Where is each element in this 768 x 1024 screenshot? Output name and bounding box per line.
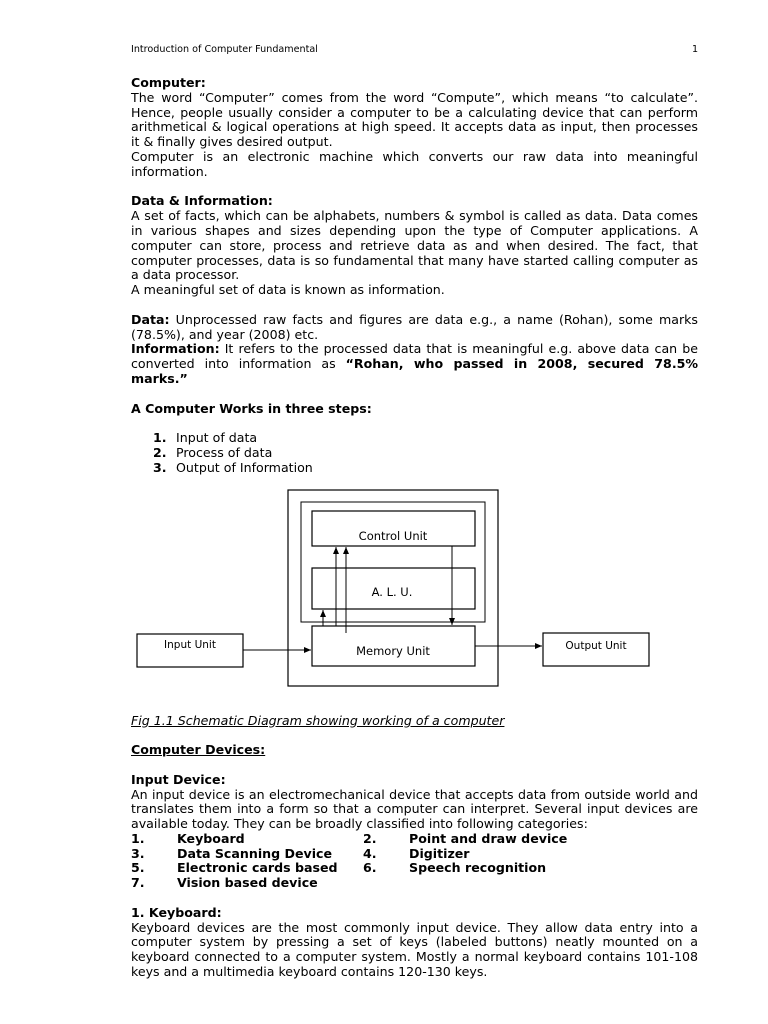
category-label: Speech recognition bbox=[409, 860, 547, 876]
table-row bbox=[131, 876, 567, 891]
memory-unit-label: Memory Unit bbox=[356, 643, 430, 658]
input-device-heading: Input Device: bbox=[131, 771, 226, 787]
keyboard-para: Keyboard devices are the most commonly input device. They allow data entry into a computer system by pressing a set of keys (labeled buttons) neatly mounted on a keyboard connected to a computer system. Mostly a normal keyboard contains 101-108 keys and a multimedia keyboard contains 120-130 keys. bbox=[131, 919, 698, 980]
list-item-number: 3. bbox=[153, 459, 167, 475]
category-label: Data Scanning Device bbox=[177, 845, 333, 861]
information-label: Information: bbox=[131, 341, 220, 357]
figure-caption: Fig 1.1 Schematic Diagram showing working of a computer bbox=[131, 712, 505, 728]
keyboard-heading: 1. Keyboard: bbox=[131, 904, 222, 920]
page-number: 1 bbox=[692, 44, 699, 55]
data-label: Data: bbox=[131, 311, 170, 327]
schematic-diagram bbox=[131, 484, 698, 714]
information-quote: “Rohan, who passed in 2008, secured 78.5% marks.” bbox=[131, 356, 698, 386]
category-number: 7. bbox=[131, 875, 145, 891]
data-info-para-2: A meaningful set of data is known as information. bbox=[131, 282, 445, 298]
list-item-label: Process of data bbox=[176, 444, 273, 460]
data-info-heading: Data & Information: bbox=[131, 193, 273, 209]
data-text: Unprocessed raw facts and figures are data e.g., a name (Rohan), some marks (78.5%), and year (2008) etc. bbox=[131, 311, 698, 342]
category-number: 6. bbox=[363, 860, 377, 876]
output-unit-label: Output Unit bbox=[565, 639, 627, 652]
input-unit-label: Input Unit bbox=[164, 638, 216, 651]
list-item bbox=[131, 431, 698, 446]
running-header-title: Introduction of Computer Fundamental bbox=[131, 44, 318, 55]
category-label: Electronic cards based bbox=[177, 860, 338, 876]
category-label: Keyboard bbox=[177, 830, 245, 846]
list-item-number: 1. bbox=[153, 430, 167, 446]
list-item-label: Output of Information bbox=[176, 459, 313, 475]
control-unit-label: Control Unit bbox=[358, 528, 428, 543]
list-item-label: Input of data bbox=[176, 430, 258, 446]
list-item bbox=[131, 461, 698, 476]
list-item-number: 2. bbox=[153, 444, 167, 460]
category-label: Vision based device bbox=[177, 875, 318, 891]
table-row bbox=[131, 847, 567, 862]
devices-heading: Computer Devices: bbox=[131, 742, 266, 758]
steps-heading: A Computer Works in three steps: bbox=[131, 400, 372, 416]
input-device-para: An input device is an electromechanical device that accepts data from outside world and translates them into a form so that a computer can interpret. Several input devices are available today. They can be broadly classified into following categories: bbox=[131, 786, 698, 832]
table-row bbox=[131, 832, 567, 847]
table-row bbox=[131, 861, 567, 876]
alu-label: A. L. U. bbox=[371, 584, 413, 599]
document-body bbox=[131, 76, 698, 980]
steps-list bbox=[131, 431, 698, 475]
computer-para-1: The word “Computer” comes from the word “Compute”, which means “to calculate”. Hence, people usually consider a computer to be a calculating device that can perform arithmetical & logical operations at high speed. It accepts data as input, then processes it & finally gives desired output. bbox=[131, 89, 698, 150]
information-text: It refers to the processed data that is meaningful e.g. above data can be converted into information as bbox=[131, 341, 698, 372]
category-number: 3. bbox=[131, 845, 145, 861]
category-label bbox=[409, 876, 567, 891]
category-label: Digitizer bbox=[409, 845, 470, 861]
computer-para-2: Computer is an electronic machine which converts our raw data into meaningful information. bbox=[131, 148, 698, 179]
category-number: 5. bbox=[131, 860, 145, 876]
category-label: Point and draw device bbox=[409, 830, 568, 846]
category-number bbox=[363, 876, 409, 891]
schematic-svg bbox=[0, 484, 768, 699]
category-number: 1. bbox=[131, 830, 145, 846]
list-item bbox=[131, 446, 698, 461]
category-number: 4. bbox=[363, 845, 377, 861]
information-definition bbox=[131, 342, 698, 386]
computer-heading: Computer: bbox=[131, 75, 206, 90]
data-info-para-1: A set of facts, which can be alphabets, numbers & symbol is called as data. Data comes in various shapes and sizes depending upon the type of Computer applications. A computer can store, process and retrieve data as and when desired. The fact, that computer processes, data is so fundamental that many have started calling computer as a data processor. bbox=[131, 208, 698, 283]
category-number: 2. bbox=[363, 830, 377, 846]
input-categories-table bbox=[131, 832, 567, 891]
data-definition bbox=[131, 313, 698, 343]
